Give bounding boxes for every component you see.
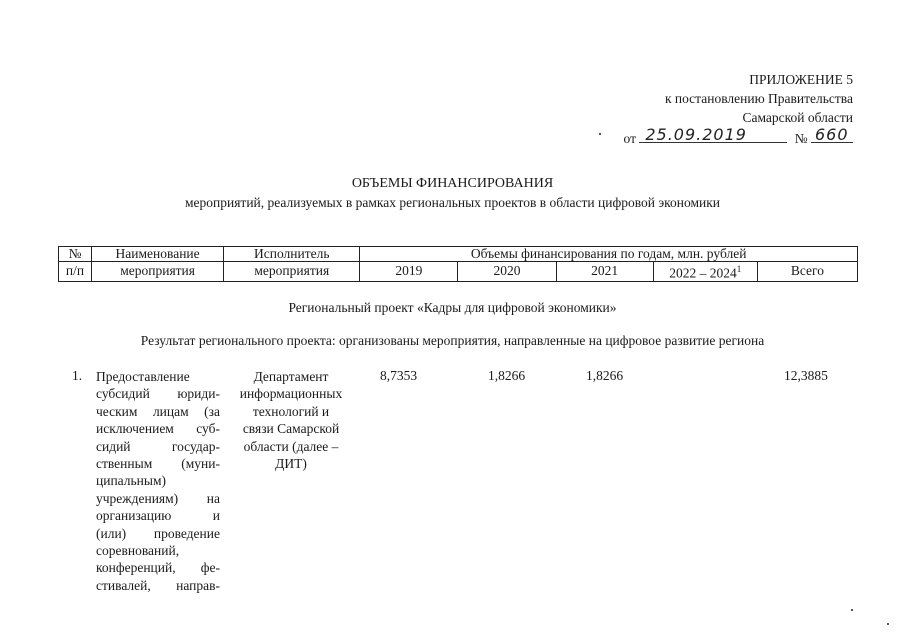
row-number: 1. [72,368,83,383]
document-subtitle: мероприятий, реализуемых в рамках региональных проектов в области цифровой экономики [184,195,721,210]
col-funding: Объемы финансирования по годам, млн. рублей [360,247,858,262]
value-total: 12,3885 [784,368,828,383]
name-line: организацию и [96,508,220,524]
row-executor [230,368,352,472]
executor-line: ДИТ) [275,456,307,472]
name-line: ственным (муни- [96,456,220,472]
col-exec-bottom: мероприятия [224,262,360,282]
handwritten-number: 660 [815,125,849,144]
scan-speck [599,133,601,135]
executor-line: области (далее – [243,438,339,454]
executor-line: связи Самарской [242,421,340,437]
col-year-2020: 2020 [458,262,556,282]
value-2019: 8,7353 [380,368,418,383]
date-field [639,125,787,144]
name-line: Предоставление [96,369,190,384]
number-field [811,125,853,144]
value-2021: 1,8266 [586,368,624,383]
col-name-bottom: мероприятия [92,262,224,282]
name-line: соревнований, [96,543,180,559]
executor-line: Департамент [253,369,329,384]
document-title: ОБЪЕМЫ ФИНАНСИРОВАНИЯ [351,176,554,191]
name-line: ципальным) [96,473,167,489]
name-line: сидий государ- [96,438,220,454]
name-line: исключением суб- [96,421,220,437]
name-line: стивалей, направ- [96,577,220,593]
col-name-top: Наименование [92,247,224,262]
col-year-2022-2024-label: 2022 – 2024 [669,265,737,281]
number-prefix: № [794,131,808,146]
handwritten-date: 25.09.2019 [645,125,747,144]
name-line: субсидий юриди- [96,386,220,402]
resolution-line: к постановлению Правительства [664,91,853,106]
name-line: учреждениям) на [96,490,220,506]
section-title: Региональный проект «Кадры для цифровой экономики» [288,300,617,315]
date-number-line [553,125,853,148]
executor-line: информационных [239,386,343,402]
date-prefix: от [623,131,636,146]
col-exec-top: Исполнитель [224,247,360,262]
col-total: Всего [757,262,857,282]
project-result: Результат регионального проекта: организованы мероприятия, направленные на цифровое развитие региона [140,333,765,348]
executor-line: технологий и [252,403,330,419]
scan-speck [887,623,889,625]
name-line: конференций, фе- [96,560,220,576]
name-line: ческим лицам (за [96,403,220,419]
col-year-2022-2024 [653,262,757,282]
value-2020: 1,8266 [488,368,526,383]
row-activity-name [96,368,220,594]
funding-table-header [58,246,858,282]
name-line: (или) проведение [96,525,220,541]
header-block [553,70,853,148]
region-line: Самарской области [742,110,853,125]
footnote-mark: 1 [736,264,742,274]
col-year-2019: 2019 [360,262,458,282]
scan-speck [851,609,853,611]
appendix-label: ПРИЛОЖЕНИЕ 5 [749,72,853,87]
col-num-bottom: п/п [59,262,92,282]
col-num-top: № [59,247,92,262]
col-year-2021: 2021 [556,262,653,282]
